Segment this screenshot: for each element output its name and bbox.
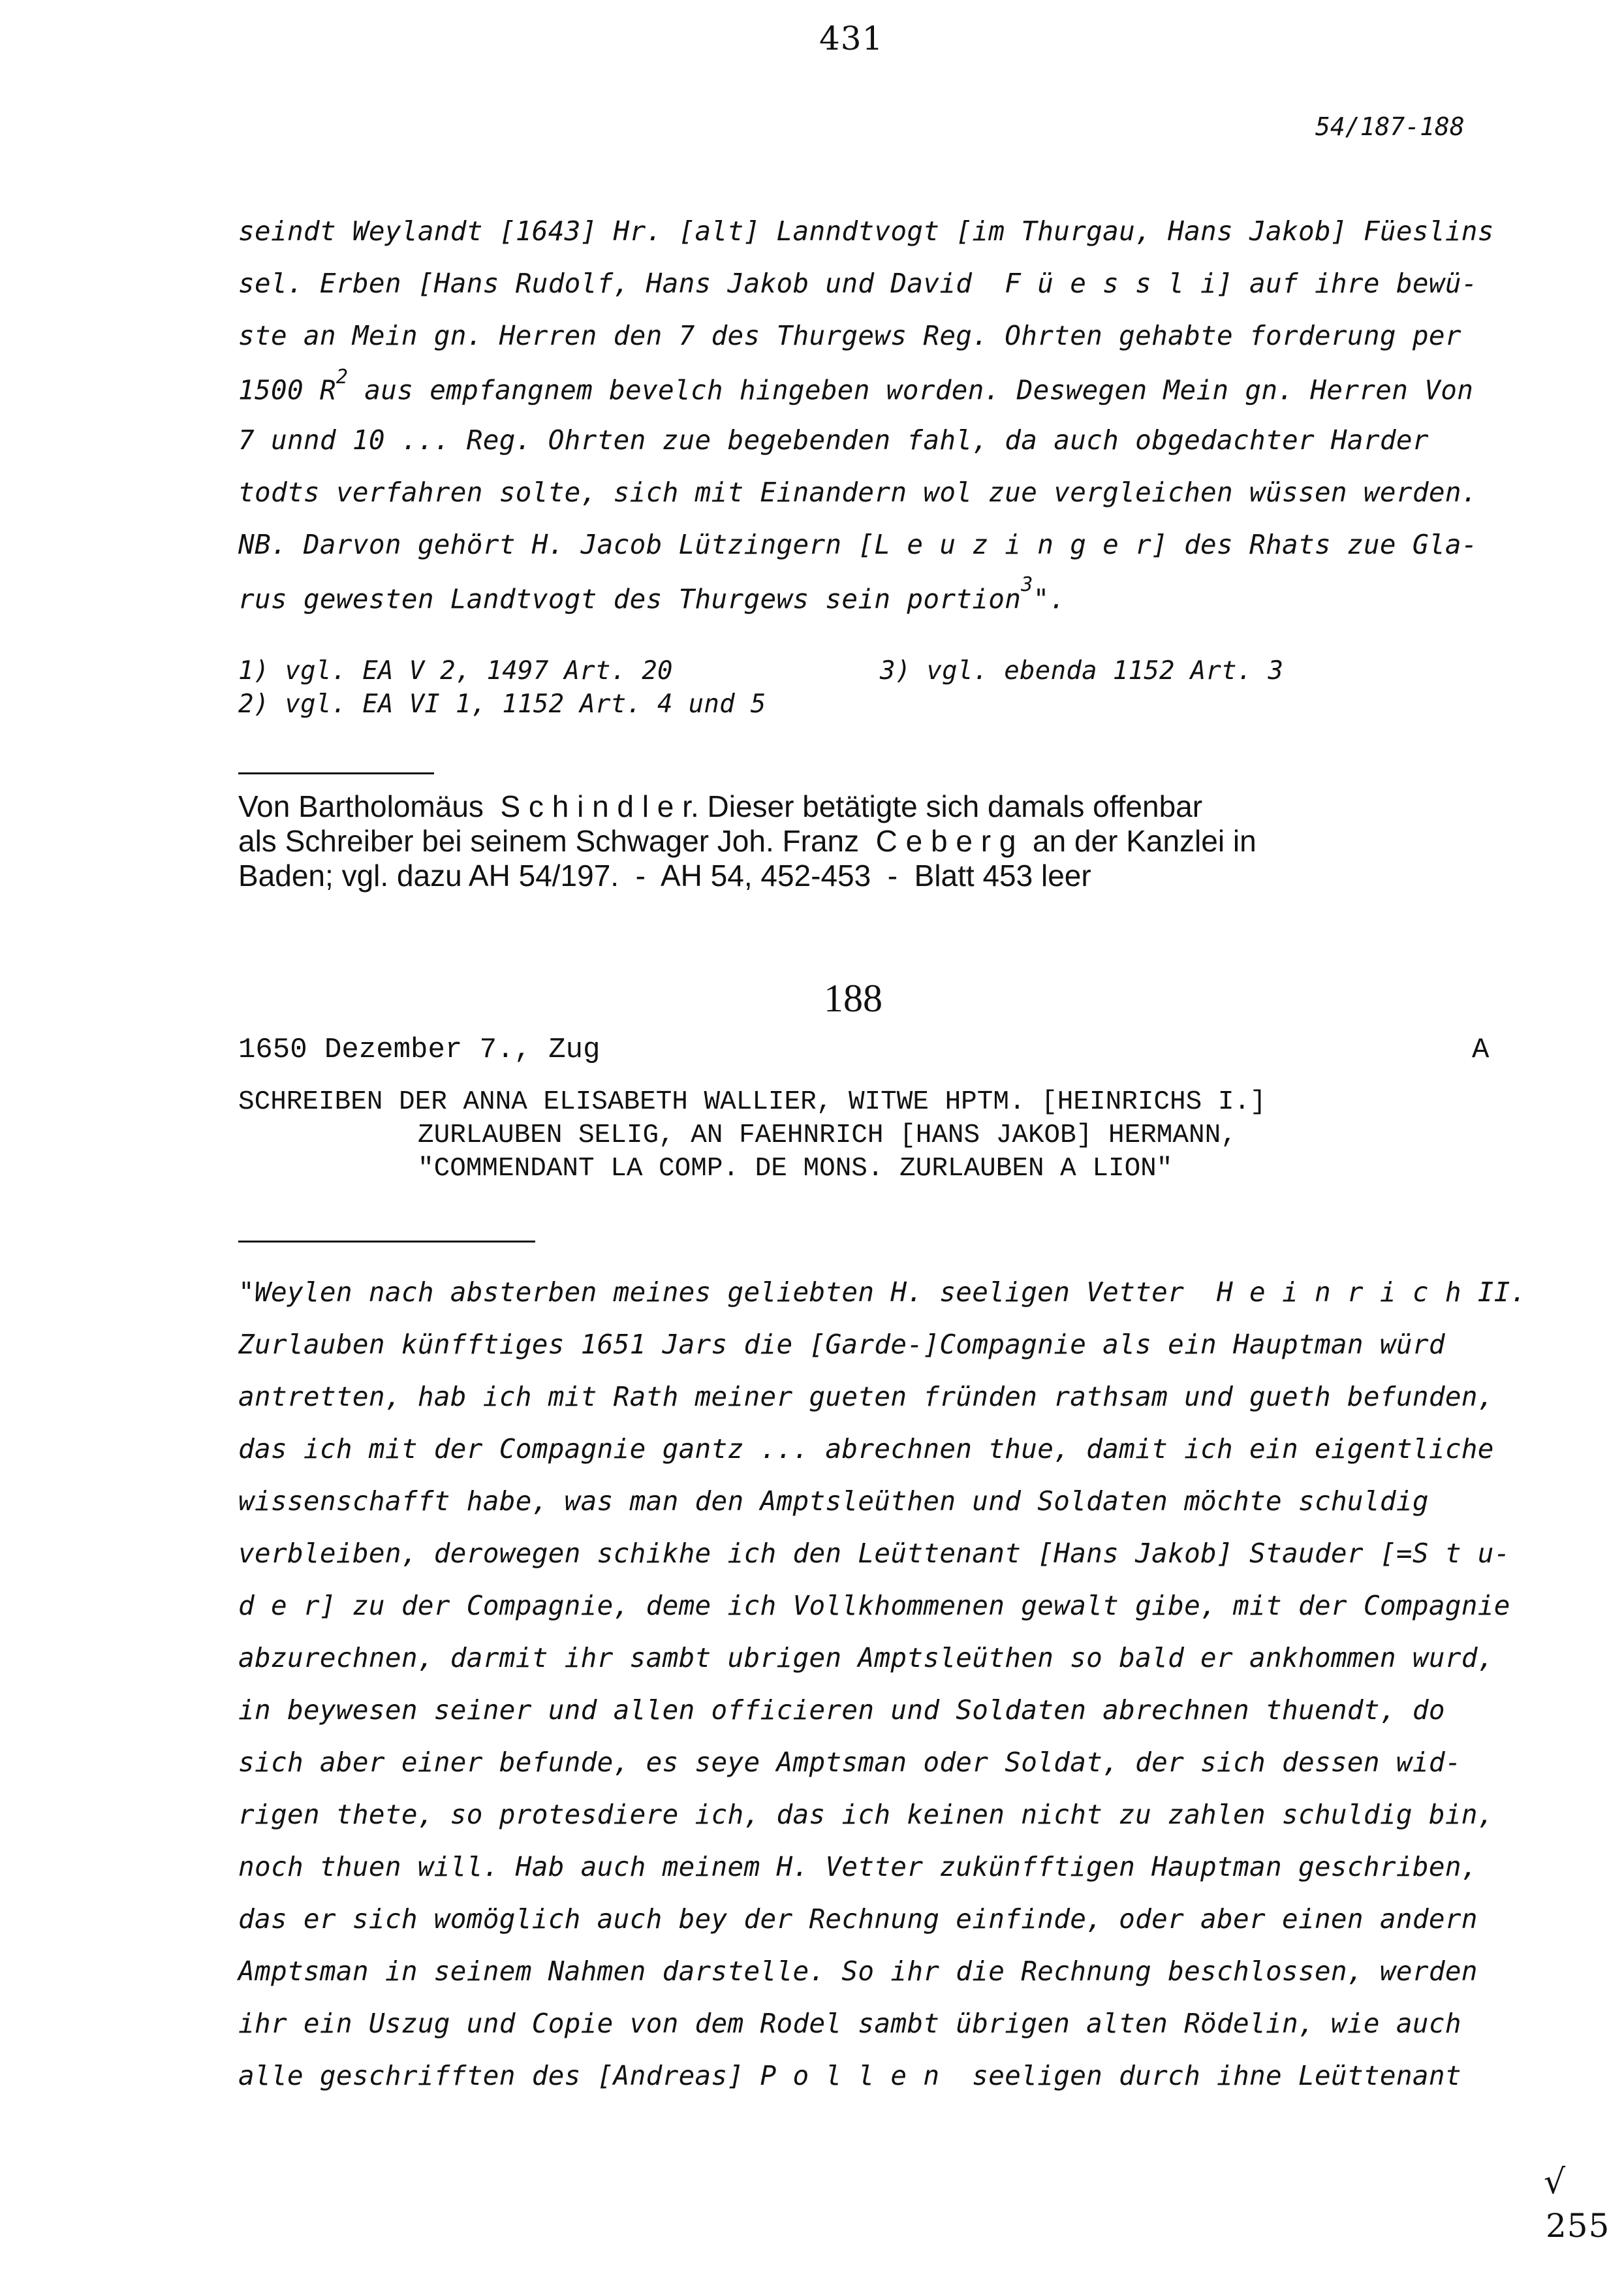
- divider: [238, 1241, 535, 1243]
- footnote: 2) vgl. EA VI 1, 1152 Art. 4 und 5: [238, 689, 766, 719]
- text-line: abzurechnen, darmit ihr sambt ubrigen Amptsleüthen so bald er ankhommen wurd,: [238, 1642, 1494, 1673]
- superscript: 2: [336, 366, 349, 388]
- reference-number: 54/187-188: [1315, 112, 1465, 141]
- note-line: Baden; vgl. dazu AH 54/197. - AH 54, 452-453 - Blatt 453 leer: [238, 859, 1091, 893]
- text-line: sel. Erben [Hans Rudolf, Hans Jakob und David F ü e s s l i] auf ihre bewü-: [238, 268, 1478, 299]
- document-number: 188: [824, 977, 882, 1020]
- text-line: noch thuen will. Hab auch meinem H. Vetter zukünfftigen Hauptman geschriben,: [238, 1851, 1478, 1882]
- date-place: 1650 Dezember 7., Zug: [238, 1034, 601, 1066]
- check-mark: √: [1544, 2162, 1567, 2202]
- copy-type: A: [1472, 1034, 1490, 1066]
- superscript: 3: [1021, 573, 1033, 596]
- footnote: 3) vgl. ebenda 1152 Art. 3: [880, 656, 1284, 686]
- text-line: "Weylen nach absterben meines geliebten H. seeligen Vetter H e i n r i c h II.: [238, 1276, 1527, 1308]
- text-line: alle geschrifften des [Andreas] P o l l e n seeligen durch ihne Leüttenant: [238, 2060, 1461, 2091]
- page-stamp: 431: [819, 20, 884, 57]
- text-line: wissenschafft habe, was man den Amptsleüthen und Soldaten möchte schuldig: [238, 1485, 1429, 1517]
- heading-line: ZURLAUBEN SELIG, AN FAEHNRICH [HANS JAKOB] HERMANN,: [418, 1120, 1237, 1150]
- footnote: 1) vgl. EA V 2, 1497 Art. 20: [238, 656, 673, 686]
- text-line: verbleiben, derowegen schikhe ich den Leüttenant [Hans Jakob] Stauder [=S t u-: [238, 1538, 1510, 1569]
- text-line: ihr ein Uszug und Copie von dem Rodel sambt übrigen alten Rödelin, wie auch: [238, 2008, 1461, 2039]
- corner-number: 255: [1546, 2207, 1610, 2245]
- text-line: Zurlauben künfftiges 1651 Jars die [Garde-]Compagnie als ein Hauptman würd: [238, 1329, 1445, 1360]
- text-line: seindt Weylandt [1643] Hr. [alt] Lanndtvogt [im Thurgau, Hans Jakob] Füeslins: [238, 215, 1494, 247]
- text-line: todts verfahren solte, sich mit Einandern wol zue vergleichen wüssen werden.: [238, 477, 1478, 508]
- text-line: rigen thete, so protesdiere ich, das ich keinen nicht zu zahlen schuldig bin,: [238, 1799, 1494, 1830]
- text-line: ste an Mein gn. Herren den 7 des Thurgews Reg. Ohrten gehabte forderung per: [238, 320, 1461, 351]
- divider: [238, 772, 434, 774]
- note-line: als Schreiber bei seinem Schwager Joh. Franz C e b e r g an der Kanzlei in: [238, 824, 1257, 858]
- heading-line: "COMMENDANT LA COMP. DE MONS. ZURLAUBEN A LION": [418, 1154, 1173, 1184]
- text-line: NB. Darvon gehört H. Jacob Lützingern [L e u z i n g e r] des Rhats zue Gla-: [238, 529, 1478, 560]
- text-line: das er sich womöglich auch bey der Rechnung einfinde, oder aber einen andern: [238, 1903, 1478, 1935]
- text-line: d e r] zu der Compagnie, deme ich Vollkhommenen gewalt gibe, mit der Compagnie: [238, 1590, 1510, 1621]
- text-line: rus gewesten Landtvogt des Thurgews sein portion$^3$".: [238, 573, 1066, 615]
- text-line: in beywesen seiner und allen officieren und Soldaten abrechnen thuendt, do: [238, 1694, 1445, 1726]
- text-line: 7 unnd 10 ... Reg. Ohrten zue begebenden fahl, da auch obgedachter Harder: [238, 424, 1429, 456]
- heading-line: SCHREIBEN DER ANNA ELISABETH WALLIER, WITWE HPTM. [HEINRICHS I.]: [238, 1087, 1266, 1117]
- text-line: Amptsman in seinem Nahmen darstelle. So ihr die Rechnung beschlossen, werden: [238, 1955, 1478, 1987]
- text-line: das ich mit der Compagnie gantz ... abrechnen thue, damit ich ein eigentliche: [238, 1433, 1494, 1465]
- text-line: sich aber einer befunde, es seye Amptsman oder Soldat, der sich dessen wid-: [238, 1747, 1461, 1778]
- note-line: Von Bartholomäus S c h i n d l e r. Dieser betätigte sich damals offenbar: [238, 789, 1203, 823]
- text-line: antretten, hab ich mit Rath meiner gueten fründen rathsam und gueth befunden,: [238, 1381, 1494, 1412]
- text-line: 1500 $R^2$ aus empfangnem bevelch hingeben worden. Deswegen Mein gn. Herren Von: [238, 366, 1474, 406]
